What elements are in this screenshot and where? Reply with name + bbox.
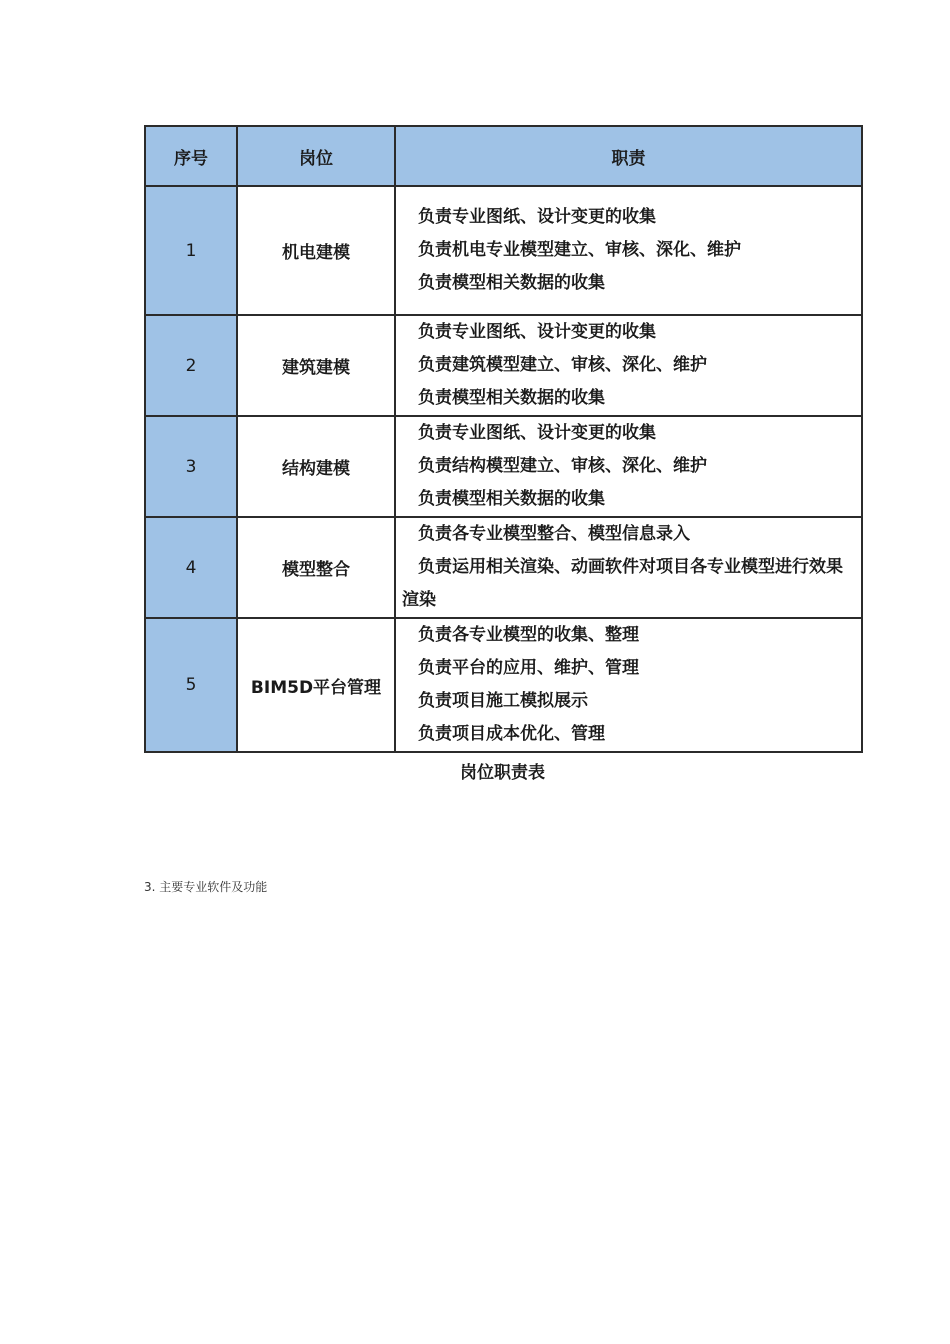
duty-list	[396, 201, 861, 300]
duty-list	[396, 518, 861, 617]
duty-item: 负责项目施工模拟展示	[418, 691, 588, 711]
duty-item: 负责建筑模型建立、审核、深化、维护	[418, 355, 707, 375]
duty-item: 负责专业图纸、设计变更的收集	[418, 423, 656, 443]
duty-item: 负责各专业模型整合、模型信息录入	[418, 524, 690, 544]
duty-cell	[395, 315, 862, 416]
duty-list	[396, 316, 861, 415]
post-name: 机电建模	[237, 186, 395, 315]
duty-list	[396, 619, 861, 751]
row-number: 1	[145, 186, 237, 315]
post-name: 结构建模	[237, 416, 395, 517]
duty-item: 负责模型相关数据的收集	[418, 273, 605, 293]
duty-item: 负责专业图纸、设计变更的收集	[418, 322, 656, 342]
section-heading: 3. 主要专业软件及功能	[144, 880, 268, 894]
duty-item: 负责专业图纸、设计变更的收集	[418, 207, 656, 227]
duty-item: 负责运用相关渲染、动画软件对项目各专业模型进行效果渲染	[402, 557, 843, 610]
duty-item: 负责各专业模型的收集、整理	[418, 625, 639, 645]
duty-item: 负责模型相关数据的收集	[418, 388, 605, 408]
duty-cell	[395, 517, 862, 618]
duty-list	[396, 417, 861, 516]
duty-item: 负责平台的应用、维护、管理	[418, 658, 639, 678]
post-name: BIM5D平台管理	[237, 618, 395, 752]
row-number: 4	[145, 517, 237, 618]
table-row	[145, 618, 862, 752]
duty-item: 负责结构模型建立、审核、深化、维护	[418, 456, 707, 476]
header-post: 岗位	[237, 126, 395, 186]
row-number: 3	[145, 416, 237, 517]
duty-table	[144, 125, 863, 753]
duty-item: 负责机电专业模型建立、审核、深化、维护	[418, 240, 741, 260]
post-name: 建筑建模	[237, 315, 395, 416]
header-no: 序号	[145, 126, 237, 186]
post-name: 模型整合	[237, 517, 395, 618]
row-number: 2	[145, 315, 237, 416]
duty-cell	[395, 416, 862, 517]
duty-item: 负责项目成本优化、管理	[418, 724, 605, 744]
duty-cell	[395, 618, 862, 752]
table-row	[145, 186, 862, 315]
header-duty: 职责	[395, 126, 862, 186]
table-caption: 岗位职责表	[460, 763, 545, 783]
table-row	[145, 315, 862, 416]
duty-item: 负责模型相关数据的收集	[418, 489, 605, 509]
row-number: 5	[145, 618, 237, 752]
table-header	[145, 126, 862, 186]
table-row	[145, 416, 862, 517]
duty-cell	[395, 186, 862, 315]
table-row	[145, 517, 862, 618]
